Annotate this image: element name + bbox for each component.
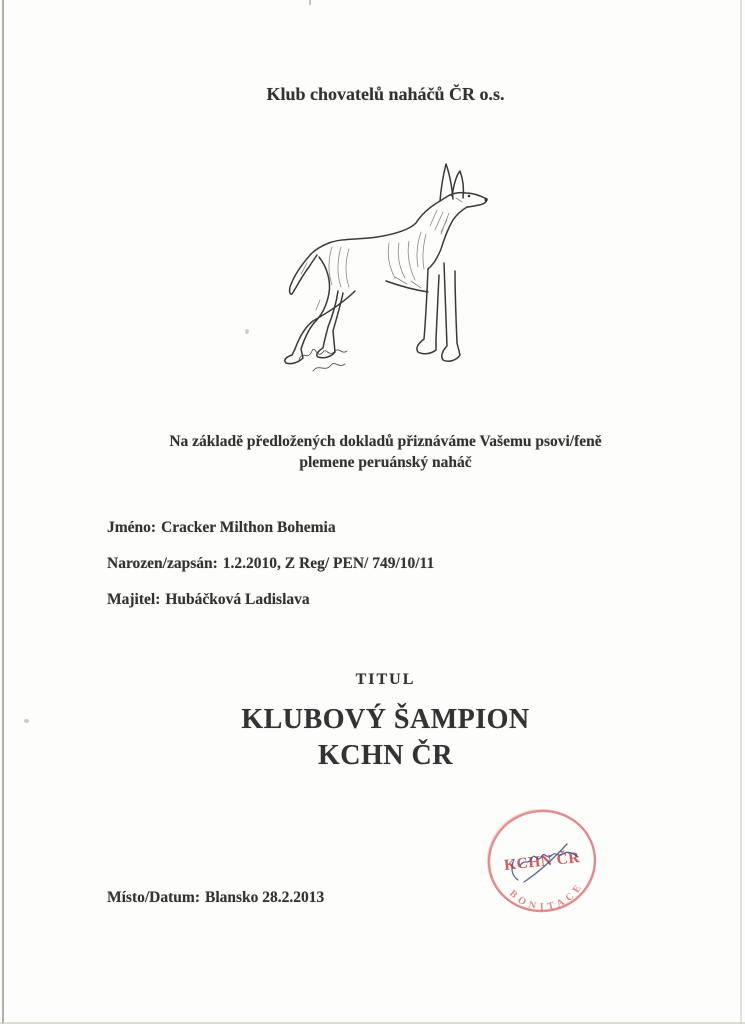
stamp-arc-text-container <box>506 879 588 917</box>
field-born-label: Narozen/zapsán: <box>107 555 218 572</box>
field-name-value: Cracker Milthon Bohemia <box>161 519 336 536</box>
stamp-arc-text: BONITACE <box>506 879 587 913</box>
scan-speck <box>245 329 249 334</box>
field-owner <box>107 591 434 607</box>
field-owner-label: Majitel: <box>107 591 161 608</box>
statement-line-2: plemene peruánský naháč <box>299 454 472 471</box>
dog-nose <box>485 199 488 202</box>
stamp-text: KCHN ČR <box>503 849 581 874</box>
field-born-registered <box>107 555 434 571</box>
place-date-label: Místo/Datum: <box>107 889 200 906</box>
place-date <box>107 889 324 907</box>
scan-edge-left <box>2 0 4 1024</box>
club-stamp <box>484 804 604 918</box>
field-born-value: 1.2.2010, Z Reg/ PEN/ 749/10/11 <box>222 555 435 572</box>
place-date-value: Blansko 28.2.2013 <box>205 889 325 906</box>
field-name-label: Jméno: <box>107 519 157 536</box>
statement-line-1: Na základě předložených dokladů přiznáváme Vašemu psovi/feně <box>169 433 602 450</box>
scan-edge-right <box>740 0 742 1024</box>
awarded-title <box>26 702 745 774</box>
artist-signature <box>299 349 347 371</box>
title-heading: TITUL <box>355 671 416 688</box>
dog-outline <box>285 164 487 364</box>
awarded-title-line-1: KLUBOVÝ ŠAMPION <box>241 704 530 735</box>
awarded-title-line-2: KCHN ČR <box>318 740 453 771</box>
scan-artifact-tick <box>309 0 311 5</box>
field-name <box>107 519 434 535</box>
peruvian-hairless-dog-illustration <box>278 150 512 390</box>
club-name-heading: Klub chovatelů naháčů ČR o.s. <box>266 84 505 104</box>
statement-paragraph <box>26 431 745 473</box>
dog-eye <box>468 195 471 198</box>
field-owner-value: Hubáčková Ladislava <box>165 591 310 608</box>
dog-details <box>107 519 434 627</box>
